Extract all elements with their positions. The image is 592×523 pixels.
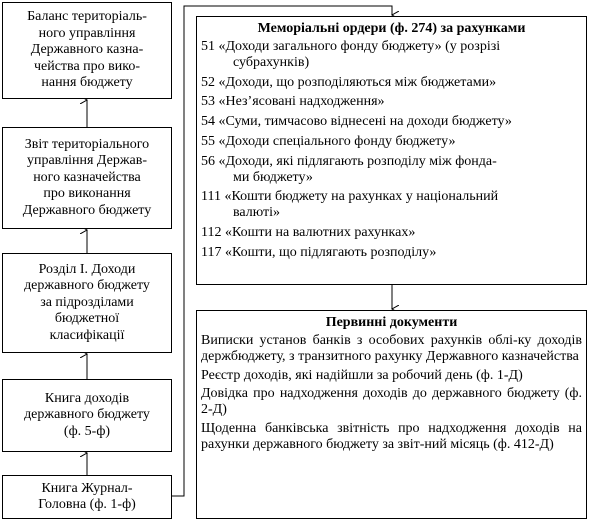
list-item: 53 «Нез’ясовані надходження» bbox=[201, 94, 385, 110]
box-treasury-report: Звіт територіального управління Держав- ного казначейства про виконання Державного бюджету bbox=[2, 127, 172, 229]
box-journal-ledger: Книга Журнал- Головна (ф. 1-ф) bbox=[2, 475, 172, 519]
primary-documents-title: Первинні документи bbox=[325, 315, 458, 330]
list-item: 51 «Доходи загального фонду бюджету» (у розрізі субрахунків) bbox=[201, 39, 501, 70]
memorial-orders-title: Меморіальні ордери (ф. 274) за рахунками bbox=[257, 21, 526, 36]
list-item: Виписки установ банків з особових рахунків облі-ку доходів держбюджету, з транзитного рахунку Державного казначейства bbox=[201, 333, 582, 364]
list-item: 55 «Доходи спеціального фонду бюджету» bbox=[201, 133, 456, 149]
list-item: 52 «Доходи, що розподіляються між бюджетами» bbox=[201, 74, 497, 90]
list-item: 54 «Суми, тимчасово віднесені на доходи бюджету» bbox=[201, 114, 512, 130]
list-item: Щоденна банківська звітність про надходження доходів на рахунки державного бюджету за звіт-ний місяць (ф. 412-Д) bbox=[201, 420, 582, 452]
box-primary-documents bbox=[196, 310, 587, 519]
list-item: 112 «Кошти на валютних рахунках» bbox=[201, 224, 416, 240]
box-revenue-book: Книга доходів державного бюджету (ф. 5-ф) bbox=[2, 379, 172, 452]
box-treasury-balance: Баланс територіаль- ного управління Державного казна- чейства про вико- нання бюджету bbox=[2, 2, 172, 99]
box-section-revenues: Розділ І. Доходи державного бюджету за підрозділами бюджетної класифікації bbox=[2, 253, 172, 353]
list-item: Реєстр доходів, які надійшли за робочий день (ф. 1-Д) bbox=[201, 367, 523, 383]
list-item: Довідка про надходження доходів до державного бюджету (ф. 2-Д) bbox=[201, 386, 582, 418]
primary-documents-list bbox=[201, 333, 582, 453]
memorial-orders-list bbox=[201, 39, 582, 261]
box-memorial-orders bbox=[196, 16, 587, 285]
list-item: 117 «Кошти, що підлягають розподілу» bbox=[201, 244, 437, 260]
list-item: 56 «Доходи, які підлягають розподілу між фонда- ми бюджету» bbox=[201, 153, 497, 185]
list-item: 111 «Кошти бюджету на рахунках у національний валюті» bbox=[201, 189, 499, 221]
